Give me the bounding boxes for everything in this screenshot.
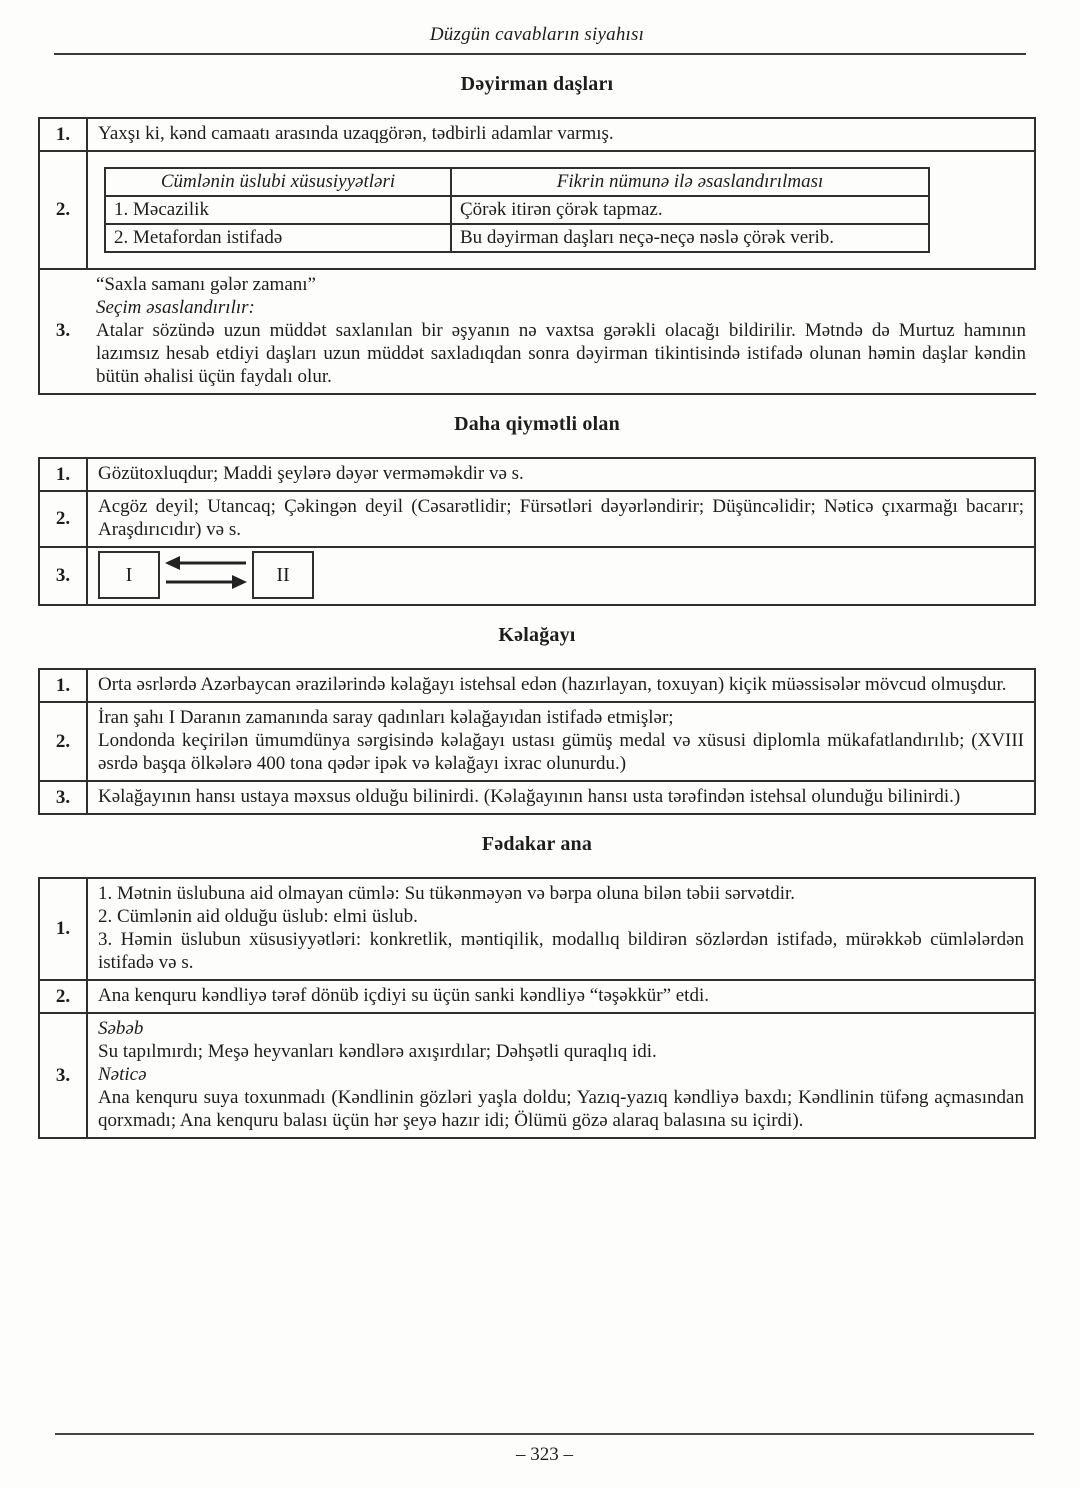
answer-line: 3. Həmin üslubun xüsusiyyətləri: konkretlik, məntiqilik, modallıq bildirən sözlərdən istifadə, mürəkkəb cümlələrdən istifadə və s. xyxy=(98,929,1024,973)
row-answer-text: Orta əsrlərdə Azərbaycan ərazilərində kəlağayı istehsal edən (hazırlayan, toxuyan) kiçik müəssisələr mövcud olmuşdur. xyxy=(98,674,1007,695)
result-label: Nəticə xyxy=(98,1064,147,1085)
table-row xyxy=(40,701,1034,780)
row-answer-content xyxy=(88,152,1034,268)
row-number: 1. xyxy=(40,879,88,979)
table-row xyxy=(40,459,1034,490)
row-answer-text: Gözütoxluqdur; Maddi şeylərə dəyər verməməkdir və s. xyxy=(98,463,524,484)
diagram-box-two: II xyxy=(252,551,314,599)
row-number: 3. xyxy=(40,1014,88,1137)
row-answer-content xyxy=(88,548,1034,604)
row-number: 1. xyxy=(40,459,88,490)
inner-cell: Çörək itirən çörək tapmaz. xyxy=(451,196,929,224)
inner-table-row xyxy=(105,196,929,224)
inner-col1-header: Cümlənin üslubi xüsusiyyətləri xyxy=(105,168,451,196)
selection-label: Seçim əsaslandırılır: xyxy=(96,297,255,318)
running-header-title: Düzgün cavabların siyahısı xyxy=(429,24,645,45)
answer-table-kelagayi xyxy=(38,668,1036,815)
answer-line: 2. Cümlənin aid olduğu üslub: elmi üslub. xyxy=(98,906,418,927)
inner-col2-header: Fikrin nümunə ilə əsaslandırılması xyxy=(451,168,929,196)
answer-line: 1. Mətnin üslubuna aid olmayan cümlə: Su tükənməyən və bərpa oluna bilən təbii sərvətdir. xyxy=(98,883,796,904)
row-answer-text: Kəlağayının hansı ustaya məxsus olduğu bilinirdi. (Kəlağayının hansı usta tərəfindən istehsal olunduğu bilinirdi.) xyxy=(98,786,961,807)
table-row xyxy=(40,670,1034,701)
table-row xyxy=(40,780,1034,813)
row-number: 2. xyxy=(40,492,88,546)
cause-text: Su tapılmırdı; Meşə heyvanları kəndlərə axışırdılar; Dəhşətli quraqlıq idi. xyxy=(98,1041,657,1062)
footer-rule xyxy=(55,1433,1034,1435)
answer-table-deyirman-daslari xyxy=(38,117,1036,395)
result-text: Ana kenquru suya toxunmadı (Kəndlinin gözləri yaşla doldu; Yazıq-yazıq kəndliyə baxdı; Kəndlinin tüfəng açmasından qorxmadı; Ana kenquru balası üçün hər şeyə hazır idi; Ölümü gözə alaraq balasına su içirdi). xyxy=(98,1087,1024,1131)
style-features-inner-table xyxy=(104,167,930,253)
row-answer-text: Acgöz deyil; Utancaq; Çəkingən deyil (Cəsarətlidir; Fürsətləri dəyərləndirir; Düşüncəlidir; Nəticə çıxarmağı bacarır; Araşdırıcıdır) və s. xyxy=(98,496,1024,540)
table-row xyxy=(40,979,1034,1012)
row-number: 1. xyxy=(40,119,88,150)
section-title-fedakar-ana: Fədakar ana xyxy=(481,833,593,855)
section-title-daha-qiymetli-olan: Daha qiymətli olan xyxy=(454,413,620,435)
table-row xyxy=(40,268,1036,393)
table-row xyxy=(40,879,1034,979)
page-footer xyxy=(55,1433,1034,1466)
row-number: 2. xyxy=(40,703,88,780)
exchange-diagram xyxy=(98,551,1024,599)
answer-table-fedakar-ana xyxy=(38,877,1036,1139)
table-row xyxy=(40,546,1034,604)
cause-label: Səbəb xyxy=(98,1018,144,1039)
row-answer-text: Ana kenquru kəndliyə tərəf dönüb içdiyi su üçün sanki kəndliyə “təşəkkür” etdi. xyxy=(98,985,709,1006)
header-rule xyxy=(54,53,1026,55)
row-number: 2. xyxy=(40,152,88,268)
inner-cell: Bu dəyirman daşları neçə-neçə nəslə çörək verib. xyxy=(451,224,929,252)
row-answer-text: Yaxşı ki, kənd camaatı arasında uzaqgörən, tədbirli adamlar varmış. xyxy=(98,123,614,144)
row-answer-content xyxy=(88,1014,1034,1137)
inner-cell: 1. Məcazilik xyxy=(105,196,451,224)
row-answer-content xyxy=(88,879,1034,979)
explanation-paragraph: Atalar sözündə uzun müddət saxlanılan bir əşyanın nə vaxtsa gərəkli olacağı bildirilir. Mətndə də Murtuz hamının lazımsız hesab etdiyi daşları uzun müddət saxladıqdan sonra dəyirman tikintisində istifadə olunan həmin daşlar kəndin bütün əhalisi üçün faydalı olur. xyxy=(96,320,1026,387)
proverb-quote: “Saxla samanı gələr zamanı” xyxy=(96,274,316,295)
section-title-deyirman-daslari: Dəyirman daşları xyxy=(460,73,614,95)
table-row xyxy=(40,119,1036,150)
double-arrow-icon xyxy=(162,550,250,600)
diagram-box-one: I xyxy=(98,551,160,599)
answer-line: İran şahı I Daranın zamanında saray qadınları kəlağayıdan istifadə etmişlər; xyxy=(98,707,674,728)
row-number: 3. xyxy=(40,782,88,813)
row-number: 2. xyxy=(40,981,88,1012)
answer-table-daha-qiymetli-olan xyxy=(38,457,1036,606)
running-header xyxy=(38,24,1036,46)
table-row xyxy=(40,150,1036,268)
row-number: 1. xyxy=(40,670,88,701)
inner-table-row xyxy=(105,224,929,252)
inner-cell: 2. Metafordan istifadə xyxy=(105,224,451,252)
answer-line: Londonda keçirilən ümumdünya sərgisində kəlağayı ustası gümüş medal və xüsusi diplomla mükafatlandırılıb; (XVIII əsrdə başqa ölkələrə 400 tona qədər ipək və kəlağayı ixrac olunurdu.) xyxy=(98,730,1024,774)
section-title-kelagayi: Kəlağayı xyxy=(498,624,576,646)
row-number: 3. xyxy=(55,320,71,341)
inner-table-header-row xyxy=(105,168,929,196)
table-row xyxy=(40,490,1034,546)
row-number: 3. xyxy=(40,548,88,604)
row-answer-content xyxy=(88,703,1034,780)
page-number: – 323 – xyxy=(516,1444,573,1465)
row-answer-content xyxy=(86,270,1036,393)
table-row xyxy=(40,1012,1034,1137)
